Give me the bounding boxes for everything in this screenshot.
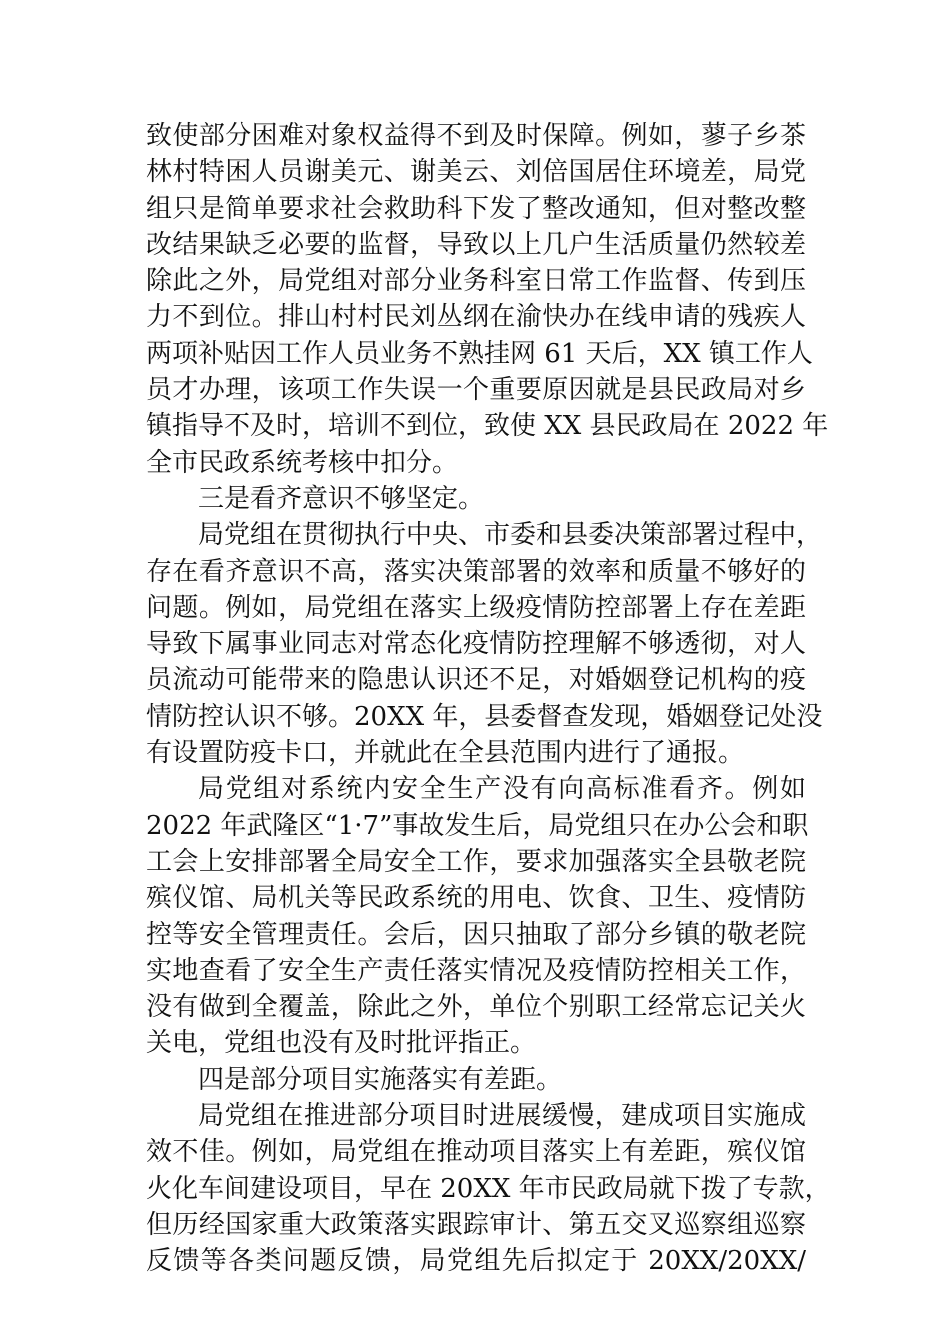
- text-line: 情防控认识不够。20XX 年，县委督查发现，婚姻登记处没: [146, 701, 823, 732]
- text-line: 问题。例如，局党组在落实上级疫情防控部署上存在差距: [146, 592, 806, 623]
- text-line: 反馈等各类问题反馈，局党组先后拟定于 20XX/20XX/: [146, 1246, 806, 1277]
- text-line: 没有做到全覆盖，除此之外，单位个别职工经常忘记关火: [146, 992, 806, 1023]
- text-line: 组只是简单要求社会救助科下发了整改通知，但对整改整: [146, 193, 806, 224]
- text-line: 火化车间建设项目，早在 20XX 年市民政局就下拨了专款，: [146, 1173, 831, 1204]
- text-line: 林村特困人员谢美元、谢美云、刘倍国居住环境差，局党: [146, 157, 806, 188]
- text-line: 局党组在推进部分项目时进展缓慢，建成项目实施成: [198, 1101, 806, 1132]
- text-line: 有设置防疫卡口，并就此在全县范围内进行了通报。: [146, 738, 745, 769]
- text-line: 局党组在贯彻执行中央、市委和县委决策部署过程中，: [198, 520, 823, 551]
- text-line: 四是部分项目实施落实有差距。: [198, 1064, 563, 1095]
- text-line: 但历经国家重大政策落实跟踪审计、第五交叉巡察组巡察: [146, 1209, 806, 1240]
- document-body: [146, 118, 831, 1280]
- text-line: 三是看齐意识不够坚定。: [198, 483, 485, 514]
- text-line: 局党组对系统内安全生产没有向高标准看齐。例如: [198, 774, 806, 805]
- text-line: 控等安全管理责任。会后，因只抽取了部分乡镇的敬老院: [146, 919, 806, 950]
- text-line: 实地查看了安全生产责任落实情况及疫情防控相关工作，: [146, 955, 806, 986]
- text-line: 存在看齐意识不高，落实决策部署的效率和质量不够好的: [146, 556, 806, 587]
- text-line: 力不到位。排山村村民刘丛纲在渝快办在线申请的残疾人: [146, 302, 806, 333]
- text-line: 两项补贴因工作人员业务不熟挂网 61 天后，XX 镇工作人: [146, 338, 813, 369]
- text-line: 除此之外，局党组对部分业务科室日常工作监督、传到压: [146, 266, 806, 297]
- text-line: 导致下属事业同志对常态化疫情防控理解不够透彻，对人: [146, 629, 806, 660]
- text-line: 镇指导不及时，培训不到位，致使 XX 县民政局在 2022 年: [146, 411, 829, 442]
- text-line: 员才办理，该项工作失误一个重要原因就是县民政局对乡: [146, 375, 806, 406]
- text-line: 改结果缺乏必要的监督，导致以上几户生活质量仍然较差: [146, 229, 806, 260]
- text-line: 殡仪馆、局机关等民政系统的用电、饮食、卫生、疫情防: [146, 883, 806, 914]
- text-line: 效不佳。例如，局党组在推动项目落实上有差距，殡仪馆: [146, 1137, 806, 1168]
- text-line: 员流动可能带来的隐患认识还不足，对婚姻登记机构的疫: [146, 665, 806, 696]
- text-line: 2022 年武隆区“1·7”事故发生后，局党组只在办公会和职: [146, 810, 809, 841]
- text-line: 全市民政系统考核中扣分。: [146, 447, 459, 478]
- text-line: 致使部分困难对象权益得不到及时保障。例如，蓼子乡茶: [146, 121, 806, 151]
- text-line: 关电，党组也没有及时批评指正。: [146, 1028, 537, 1059]
- text-line: 工会上安排部署全局安全工作，要求加强落实全县敬老院: [146, 846, 806, 877]
